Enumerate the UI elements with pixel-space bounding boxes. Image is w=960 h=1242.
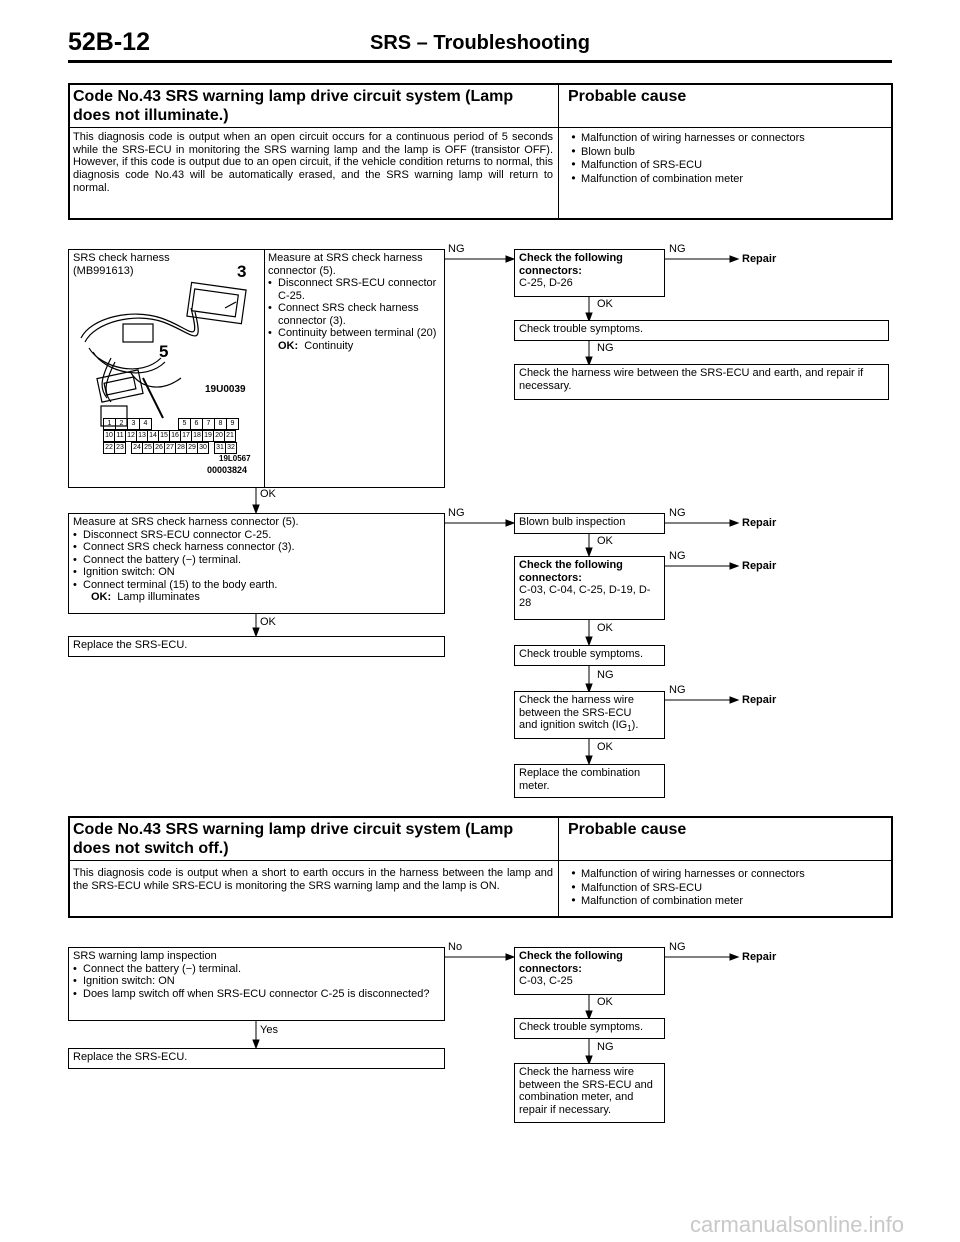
pin: 7 — [203, 419, 215, 430]
code-description-1: This diagnosis code is output when an open circuit occurs for a continuous period of 5 seconds while the SRS-ECU in monitoring the SRS warning lamp and the lamp is OFF (transistor OFF). However, if this code is output due to an open circuit, if the vehicle condition returns to normal, this diagnosis code No.43 will be automatically erased, and the SRS warning lamp will return to normal. — [73, 131, 553, 194]
check-harness-box-1: Check the harness wire between the SRS-ECU and earth, and repair if necessary. — [514, 364, 889, 400]
pin: 9 — [227, 419, 239, 430]
probable-cause-heading-1: Probable cause — [568, 88, 687, 105]
label-ng: NG — [448, 243, 465, 255]
label-repair: Repair — [742, 560, 777, 572]
pin: 25 — [143, 443, 154, 454]
label-ok: OK — [597, 298, 613, 310]
harness-line: Check the harness wire — [519, 694, 634, 706]
pin: 14 — [148, 431, 159, 442]
bullet-item: • Continuity between terminal (20) — [268, 327, 440, 340]
pin-table — [103, 418, 239, 430]
pin: 12 — [126, 431, 137, 442]
pin: 23 — [115, 443, 126, 454]
pin: 15 — [159, 431, 170, 442]
check-connectors-title: Check the following connectors: — [519, 252, 623, 277]
label-ng: NG — [669, 550, 686, 562]
label-repair: Repair — [742, 253, 777, 265]
check-connectors-value: C-25, D-26 — [519, 277, 573, 289]
check-connectors-value: C-03, C-25 — [519, 975, 573, 987]
check-connectors-title: Check the following connectors: — [519, 559, 623, 584]
bullet-item: • Connect the battery (−) terminal. — [73, 963, 440, 976]
ok-label: OK: — [91, 591, 112, 603]
cause-item: • Blown bulb — [566, 145, 805, 159]
label-ng: NG — [597, 342, 614, 354]
check-trouble-box-2: Check trouble symptoms. — [514, 645, 665, 666]
label-ng: NG — [669, 941, 686, 953]
label-ng: NG — [597, 669, 614, 681]
callout-5: 5 — [159, 342, 169, 361]
pin: 5 — [179, 419, 191, 430]
check-connectors-box-1 — [514, 249, 665, 297]
harness-measure-box — [68, 249, 445, 488]
harness-caption-line: (MB991613) — [73, 264, 134, 277]
pin-table — [103, 442, 237, 454]
pin: 20 — [214, 431, 225, 442]
measure-1-line: Measure at SRS check harness — [268, 252, 423, 264]
code-box-2 — [68, 816, 893, 918]
pin: 32 — [226, 443, 237, 454]
pin: 1 — [104, 419, 116, 430]
label-ok: OK — [597, 741, 613, 753]
callout-3: 3 — [237, 262, 247, 281]
label-ok: OK — [260, 616, 276, 628]
measure-1-line: connector (5). — [268, 264, 336, 277]
replace-ecu-box-1: Replace the SRS-ECU. — [68, 636, 445, 657]
lamp-inspection-title: SRS warning lamp inspection — [73, 950, 217, 962]
pin: 8 — [215, 419, 227, 430]
probable-cause-list-2 — [566, 867, 805, 908]
label-repair: Repair — [742, 951, 777, 963]
measure-2-box — [68, 513, 445, 614]
ok-label: OK: — [278, 339, 299, 352]
pin: 22 — [104, 443, 115, 454]
label-ng: NG — [597, 1041, 614, 1053]
cause-item: • Malfunction of SRS-ECU — [566, 158, 805, 172]
check-harness-box-2 — [514, 691, 665, 739]
figure-id: 19U0039 — [205, 384, 246, 395]
label-repair: Repair — [742, 517, 777, 529]
pin: 29 — [187, 443, 198, 454]
label-ok: OK — [597, 535, 613, 547]
bullet-item: • Connect SRS check harness connector (3). — [268, 302, 440, 327]
check-connectors-value: C-03, C-04, C-25, D-19, D-28 — [519, 584, 651, 609]
pin: 19 — [203, 431, 214, 442]
check-connectors-box-2 — [514, 556, 665, 620]
pin: 13 — [137, 431, 148, 442]
bullet-item: • Connect terminal (15) to the body earth. — [73, 579, 440, 592]
check-connectors-title: Check the following connectors: — [519, 950, 623, 975]
lamp-inspection-box — [68, 947, 445, 1021]
pin: 6 — [191, 419, 203, 430]
pin: 28 — [176, 443, 187, 454]
bullet-item: • Ignition switch: ON — [73, 975, 440, 988]
check-trouble-box-3: Check trouble symptoms. — [514, 1018, 665, 1039]
cause-item: • Malfunction of wiring harnesses or connectors — [566, 131, 805, 145]
label-ng: NG — [669, 684, 686, 696]
cause-item: • Malfunction of SRS-ECU — [566, 881, 805, 895]
pin: 11 — [115, 431, 126, 442]
pin: 16 — [170, 431, 181, 442]
bullet-item: • Connect the battery (−) terminal. — [73, 554, 440, 567]
probable-cause-heading-2: Probable cause — [568, 821, 687, 838]
lamp-inspection-bullets — [73, 963, 440, 1001]
measure-1-text — [268, 252, 440, 352]
check-harness-box-3: Check the harness wire between the SRS-ECU and combination meter, and repair if necessary. — [514, 1063, 665, 1123]
bullet-item: • Disconnect SRS-ECU connector C-25. — [73, 529, 440, 542]
pin: 3 — [128, 419, 140, 430]
figure-id: 19L0567 — [219, 454, 251, 463]
pin: 31 — [215, 443, 226, 454]
pin: 30 — [198, 443, 209, 454]
ok-value: Continuity — [304, 339, 354, 352]
check-trouble-box-1: Check trouble symptoms. — [514, 320, 889, 341]
pin-grid — [103, 418, 239, 454]
ok-criteria — [268, 340, 440, 353]
pin-gap — [152, 419, 179, 430]
pin: 26 — [154, 443, 165, 454]
bullet-item: • Ignition switch: ON — [73, 566, 440, 579]
harness-caption — [73, 252, 170, 277]
code-title-2: Code No.43 SRS warning lamp drive circuit system (Lamp does not switch off.) — [73, 821, 514, 857]
harness-caption-line: SRS check harness — [73, 252, 170, 264]
harness-line: between the SRS-ECU — [519, 706, 632, 719]
measure-2-title: Measure at SRS check harness connector (5). — [73, 516, 299, 528]
label-yes: Yes — [260, 1024, 278, 1036]
harness-line-text: ). — [631, 719, 639, 731]
ok-criteria — [73, 591, 440, 604]
harness-subscript: 1 — [627, 724, 632, 734]
blown-bulb-box: Blown bulb inspection — [514, 513, 665, 534]
watermark: carmanualsonline.info — [690, 1212, 905, 1237]
bullet-item: • Does lamp switch off when SRS-ECU connector C-25 is disconnected? — [73, 988, 440, 1001]
pin: 17 — [181, 431, 192, 442]
replace-meter-box: Replace the combination meter. — [514, 764, 665, 798]
code-description-2: This diagnosis code is output when a short to earth occurs in the harness between the lamp and the SRS-ECU while SRS-ECU is monitoring the SRS warning lamp and the lamp is ON. — [73, 867, 553, 892]
pin: 21 — [225, 431, 236, 442]
harness-line — [519, 719, 660, 736]
replace-ecu-box-2: Replace the SRS-ECU. — [68, 1048, 445, 1069]
label-ng: NG — [669, 243, 686, 255]
cause-item: • Malfunction of combination meter — [566, 894, 805, 908]
cause-item: • Malfunction of combination meter — [566, 172, 805, 186]
ok-value: Lamp illuminates — [117, 591, 200, 603]
page-title: SRS – Troubleshooting — [369, 32, 590, 54]
measure-2-bullets — [73, 529, 440, 592]
pin: 10 — [104, 431, 115, 442]
cause-item: • Malfunction of wiring harnesses or connectors — [566, 867, 805, 881]
pin: 4 — [140, 419, 152, 430]
code-title-1: Code No.43 SRS warning lamp drive circuit system (Lamp does not illuminate.) — [73, 88, 514, 124]
label-repair: Repair — [742, 694, 777, 706]
harness-line-text: and ignition switch (IG — [519, 719, 628, 731]
pin: 2 — [116, 419, 128, 430]
label-ng: NG — [669, 507, 686, 519]
pin: 18 — [192, 431, 203, 442]
bullet-item: • Disconnect SRS-ECU connector C-25. — [268, 277, 440, 302]
label-ok: OK — [597, 996, 613, 1008]
pin-table — [103, 430, 236, 442]
label-ok: OK — [260, 488, 276, 500]
label-ng: NG — [448, 507, 465, 519]
bullet-item: • Connect SRS check harness connector (3). — [73, 541, 440, 554]
check-connectors-box-3 — [514, 947, 665, 995]
label-no: No — [448, 941, 463, 953]
pin: 27 — [165, 443, 176, 454]
label-ok: OK — [597, 622, 613, 634]
page-code: 52B-12 — [68, 28, 150, 56]
pin: 24 — [132, 443, 143, 454]
measure-1-bullets — [268, 277, 440, 340]
figure-id: 00003824 — [207, 465, 248, 475]
